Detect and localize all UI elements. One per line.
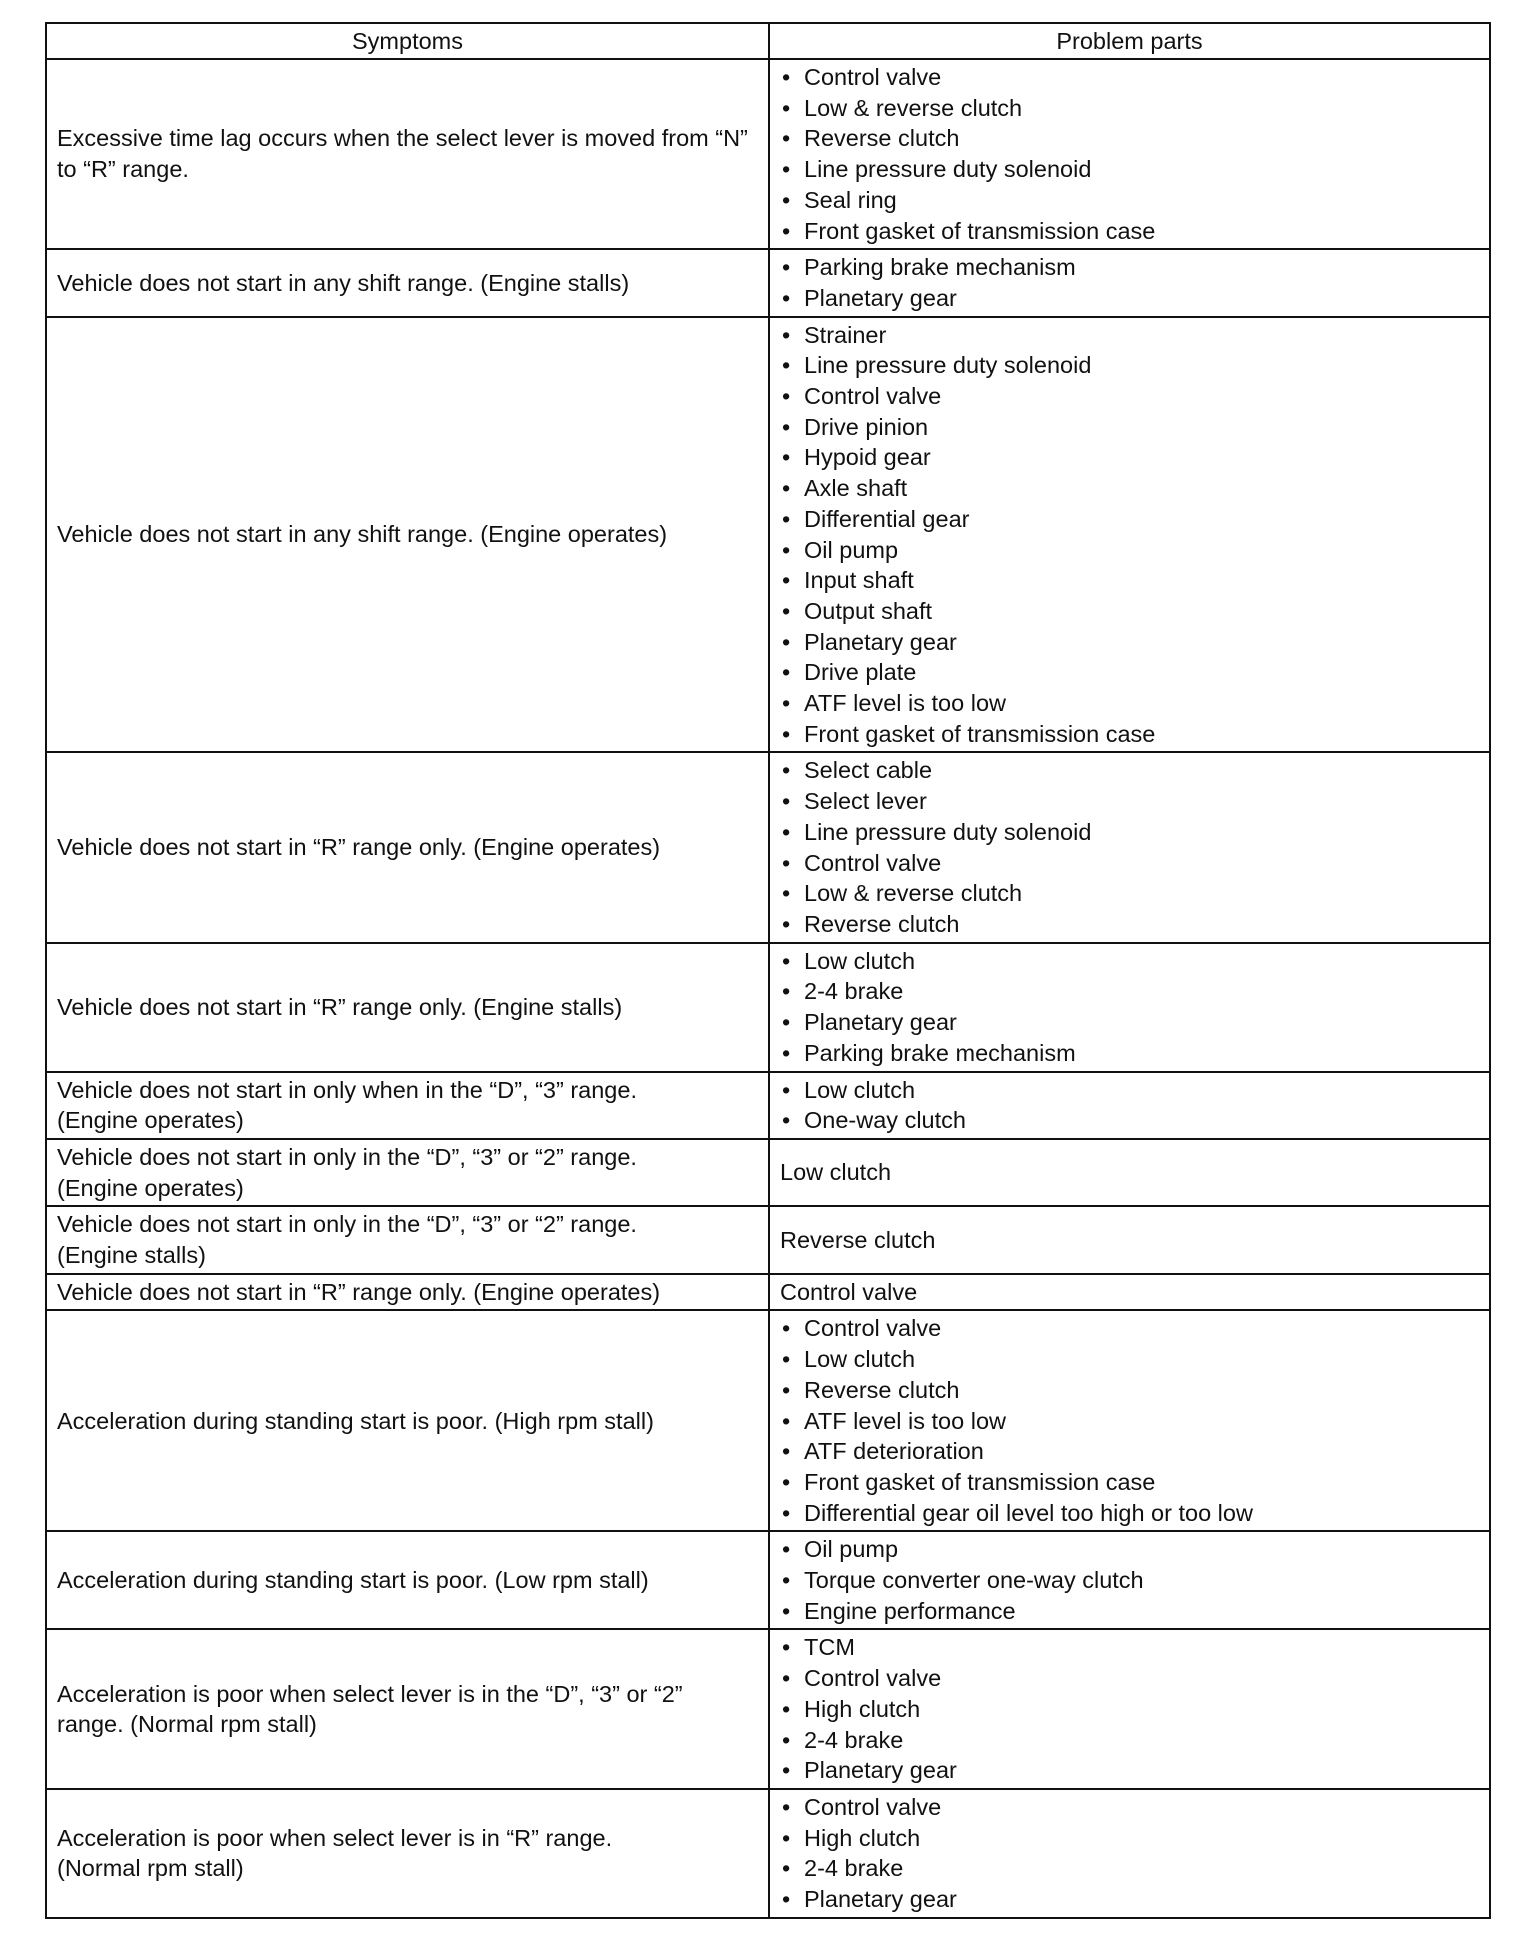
list-item: • Reverse clutch xyxy=(780,123,1479,154)
list-item: • Low clutch xyxy=(780,1344,1479,1375)
problem-parts-cell xyxy=(769,59,1490,249)
table-row xyxy=(46,1139,1490,1206)
symptom-cell: Acceleration is poor when select lever is in “R” range. (Normal rpm stall) xyxy=(46,1789,769,1918)
list-item: • Low & reverse clutch xyxy=(780,93,1479,124)
list-item: • Low clutch xyxy=(780,946,1479,977)
problem-parts-cell xyxy=(769,249,1490,316)
symptom-cell: Vehicle does not start in “R” range only. (Engine operates) xyxy=(46,752,769,942)
problem-parts-list xyxy=(780,252,1479,313)
list-item: • Front gasket of transmission case xyxy=(780,719,1479,750)
header-symptoms: Symptoms xyxy=(46,23,769,59)
list-item: • Planetary gear xyxy=(780,283,1479,314)
table-header-row xyxy=(46,23,1490,59)
table-row xyxy=(46,752,1490,942)
table-row xyxy=(46,1310,1490,1531)
symptom-cell: Acceleration is poor when select lever is in the “D”, “3” or “2” range. (Normal rpm stall) xyxy=(46,1629,769,1789)
problem-part: Control valve xyxy=(780,1278,918,1305)
list-item: • Low & reverse clutch xyxy=(780,878,1479,909)
symptom-cell: Acceleration during standing start is poor. (High rpm stall) xyxy=(46,1310,769,1531)
table-row xyxy=(46,943,1490,1072)
symptom-cell: Vehicle does not start in any shift range. (Engine stalls) xyxy=(46,249,769,316)
list-item: • Planetary gear xyxy=(780,1007,1479,1038)
list-item: • One-way clutch xyxy=(780,1105,1479,1136)
symptom-cell: Vehicle does not start in “R” range only. (Engine stalls) xyxy=(46,943,769,1072)
list-item: • Line pressure duty solenoid xyxy=(780,817,1479,848)
list-item: • Axle shaft xyxy=(780,473,1479,504)
symptom-cell: Vehicle does not start in only in the “D”, “3” or “2” range. (Engine stalls) xyxy=(46,1206,769,1273)
list-item: • ATF deterioration xyxy=(780,1436,1479,1467)
list-item: • Parking brake mechanism xyxy=(780,1038,1479,1069)
problem-parts-list xyxy=(780,1313,1479,1528)
list-item: • 2-4 brake xyxy=(780,976,1479,1007)
problem-parts-cell xyxy=(769,1629,1490,1789)
list-item: • Hypoid gear xyxy=(780,442,1479,473)
list-item: • Control valve xyxy=(780,1663,1479,1694)
list-item: • Control valve xyxy=(780,848,1479,879)
problem-part: Low clutch xyxy=(780,1159,892,1186)
problem-parts-cell xyxy=(769,752,1490,942)
problem-parts-cell xyxy=(769,943,1490,1072)
list-item: • ATF level is too low xyxy=(780,688,1479,719)
symptom-cell: Vehicle does not start in only in the “D”, “3” or “2” range. (Engine operates) xyxy=(46,1139,769,1206)
symptom-cell: Excessive time lag occurs when the select lever is moved from “N” to “R” range. xyxy=(46,59,769,249)
list-item: • High clutch xyxy=(780,1823,1479,1854)
list-item: • Reverse clutch xyxy=(780,1375,1479,1406)
symptom-cell: Acceleration during standing start is poor. (Low rpm stall) xyxy=(46,1531,769,1629)
table-row xyxy=(46,249,1490,316)
list-item: • Oil pump xyxy=(780,1534,1479,1565)
symptom-table xyxy=(45,22,1491,1919)
problem-parts-cell xyxy=(769,1531,1490,1629)
list-item: • Seal ring xyxy=(780,185,1479,216)
list-item: • Control valve xyxy=(780,1792,1479,1823)
table-row xyxy=(46,1629,1490,1789)
problem-parts-cell xyxy=(769,1072,1490,1139)
list-item: • Line pressure duty solenoid xyxy=(780,350,1479,381)
problem-parts-cell xyxy=(769,1789,1490,1918)
problem-parts-cell xyxy=(769,1274,1490,1311)
symptom-cell: Vehicle does not start in “R” range only. (Engine operates) xyxy=(46,1274,769,1311)
table-row xyxy=(46,1072,1490,1139)
symptom-cell: Vehicle does not start in only when in the “D”, “3” range. (Engine operates) xyxy=(46,1072,769,1139)
symptom-cell: Vehicle does not start in any shift range. (Engine operates) xyxy=(46,317,769,753)
list-item: • Front gasket of transmission case xyxy=(780,1467,1479,1498)
problem-parts-list xyxy=(780,320,1479,750)
problem-part: Reverse clutch xyxy=(780,1226,936,1253)
list-item: • Output shaft xyxy=(780,596,1479,627)
list-item: • Control valve xyxy=(780,62,1479,93)
list-item: • Engine performance xyxy=(780,1596,1479,1627)
problem-parts-cell xyxy=(769,1206,1490,1273)
table-row xyxy=(46,1274,1490,1311)
list-item: • Drive plate xyxy=(780,657,1479,688)
list-item: • Differential gear oil level too high or too low xyxy=(780,1498,1479,1529)
table-row xyxy=(46,1531,1490,1629)
list-item: • TCM xyxy=(780,1632,1479,1663)
list-item: • Oil pump xyxy=(780,535,1479,566)
list-item: • Line pressure duty solenoid xyxy=(780,154,1479,185)
list-item: • Planetary gear xyxy=(780,627,1479,658)
list-item: • Select lever xyxy=(780,786,1479,817)
list-item: • Planetary gear xyxy=(780,1884,1479,1915)
problem-parts-list xyxy=(780,1792,1479,1915)
list-item: • Planetary gear xyxy=(780,1755,1479,1786)
list-item: • Control valve xyxy=(780,1313,1479,1344)
problem-parts-cell xyxy=(769,1139,1490,1206)
table-row xyxy=(46,317,1490,753)
table-row xyxy=(46,1206,1490,1273)
header-problem-parts: Problem parts xyxy=(769,23,1490,59)
table-row xyxy=(46,1789,1490,1918)
document-page xyxy=(45,22,1489,1919)
problem-parts-list xyxy=(780,1075,1479,1136)
list-item: • 2-4 brake xyxy=(780,1853,1479,1884)
problem-parts-list xyxy=(780,755,1479,939)
list-item: • Torque converter one-way clutch xyxy=(780,1565,1479,1596)
problem-parts-list xyxy=(780,1632,1479,1786)
problem-parts-cell xyxy=(769,1310,1490,1531)
list-item: • Reverse clutch xyxy=(780,909,1479,940)
list-item: • ATF level is too low xyxy=(780,1406,1479,1437)
list-item: • Control valve xyxy=(780,381,1479,412)
table-body xyxy=(46,59,1490,1918)
table-row xyxy=(46,59,1490,249)
list-item: • High clutch xyxy=(780,1694,1479,1725)
list-item: • Differential gear xyxy=(780,504,1479,535)
list-item: • 2-4 brake xyxy=(780,1725,1479,1756)
problem-parts-list xyxy=(780,946,1479,1069)
list-item: • Low clutch xyxy=(780,1075,1479,1106)
problem-parts-cell xyxy=(769,317,1490,753)
list-item: • Select cable xyxy=(780,755,1479,786)
list-item: • Input shaft xyxy=(780,565,1479,596)
problem-parts-list xyxy=(780,62,1479,246)
list-item: • Parking brake mechanism xyxy=(780,252,1479,283)
problem-parts-list xyxy=(780,1534,1479,1626)
list-item: • Drive pinion xyxy=(780,412,1479,443)
list-item: • Front gasket of transmission case xyxy=(780,216,1479,247)
list-item: • Strainer xyxy=(780,320,1479,351)
